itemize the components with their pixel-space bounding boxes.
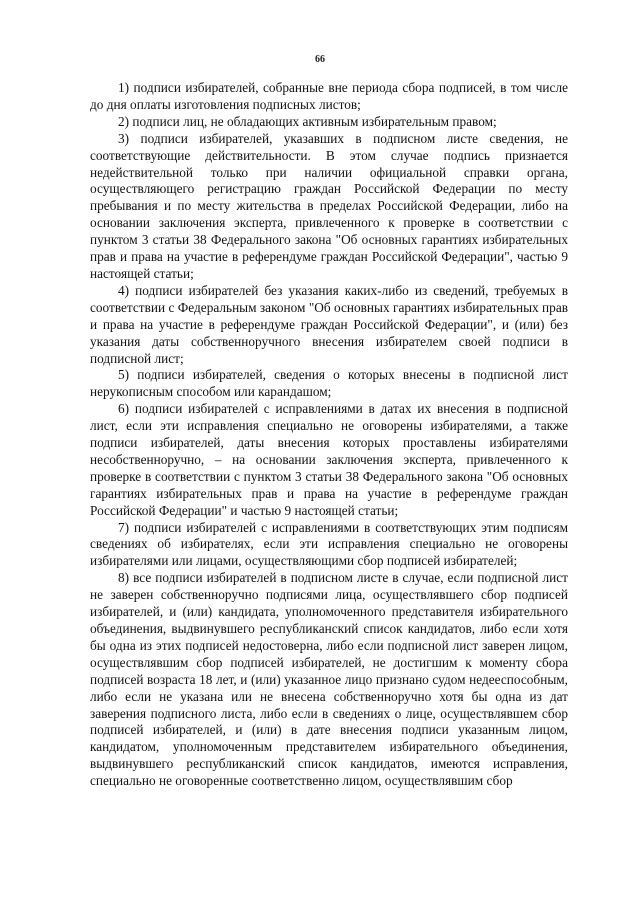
paragraph-item-7: 7) подписи избирателей с исправлениями в соответствующих этим подписям сведениях об избирателях, если эти исправления специально не оговорены избирателями или лицами, осуществляющими сбор подписей избирателей; — [90, 519, 568, 569]
paragraph-item-4: 4) подписи избирателей без указания каких-либо из сведений, требуемых в соответствии с Федеральным законом "Об основных гарантиях избирательных прав и права на участие в референдуме граждан Российской Федерации", и (или) без указания даты собственноручного внесения избирателем своей подписи в подписной лист; — [90, 282, 568, 366]
paragraph-item-8: 8) все подписи избирателей в подписном листе в случае, если подписной лист не заверен собственноручно подписями лица, осуществлявшего сбор подписей избирателей, и (или) кандидата, уполномоченного представителя избирательного объединения, выдвинувшего республиканский список кандидатов, либо если хотя бы одна из этих подписей недостоверна, либо если подписной лист заверен лицом, осуществлявшим сбор подписей избирателей, не достигшим к моменту сбора подписей возраста 18 лет, и (или) указанное лицо признано судом недееспособным, либо если не указана или не внесена собственноручно хотя бы одна из дат заверения подписного листа, либо если в сведениях о лице, осуществлявшем сбор подписей избирателей, и (или) в дате внесения подписи указанным лицом, кандидатом, уполномоченным представителем избирательного объединения, выдвинувшего республиканский список кандидатов, имеются исправления, специально не оговоренные соответственно лицом, осуществлявшим сбор — [90, 570, 568, 789]
paragraph-item-5: 5) подписи избирателей, сведения о которых внесены в подписной лист нерукописным способом или карандашом; — [90, 367, 568, 400]
page-number: 66 — [315, 54, 325, 65]
paragraph-item-6: 6) подписи избирателей с исправлениями в датах их внесения в подписной лист, если эти исправления специально не оговорены избирателями, а также подписи избирателей, даты внесения которых проставлены избирателями несобственноручно, – на основании заключения эксперта, привлеченного к проверке в соответствии с пунктом 3 статьи 38 Федерального закона "Об основных гарантиях избирательных прав и права на участие в референдуме граждан Российской Федерации" и частью 9 настоящей статьи; — [90, 401, 568, 518]
paragraph-item-1: 1) подписи избирателей, собранные вне периода сбора подписей, в том числе до дня оплаты изготовления подписных листов; — [90, 80, 568, 112]
paragraph-item-2: 2) подписи лиц, не обладающих активным избирательным правом; — [118, 113, 497, 129]
document-body — [90, 80, 568, 790]
paragraph-item-3: 3) подписи избирателей, указавших в подписном листе сведения, не соответствующие действительности. В этом случае подпись признается недействительной только при наличии официальной справки органа, осуществляющего регистрацию граждан Российской Федерации по месту пребывания и по месту жительства в пределах Российской Федерации, либо на основании заключения эксперта, привлеченного к проверке в соответствии с пунктом 3 статьи 38 Федерального закона "Об основных гарантиях избирательных прав и права на участие в референдуме граждан Российской Федерации", частью 9 настоящей статьи; — [90, 130, 568, 281]
